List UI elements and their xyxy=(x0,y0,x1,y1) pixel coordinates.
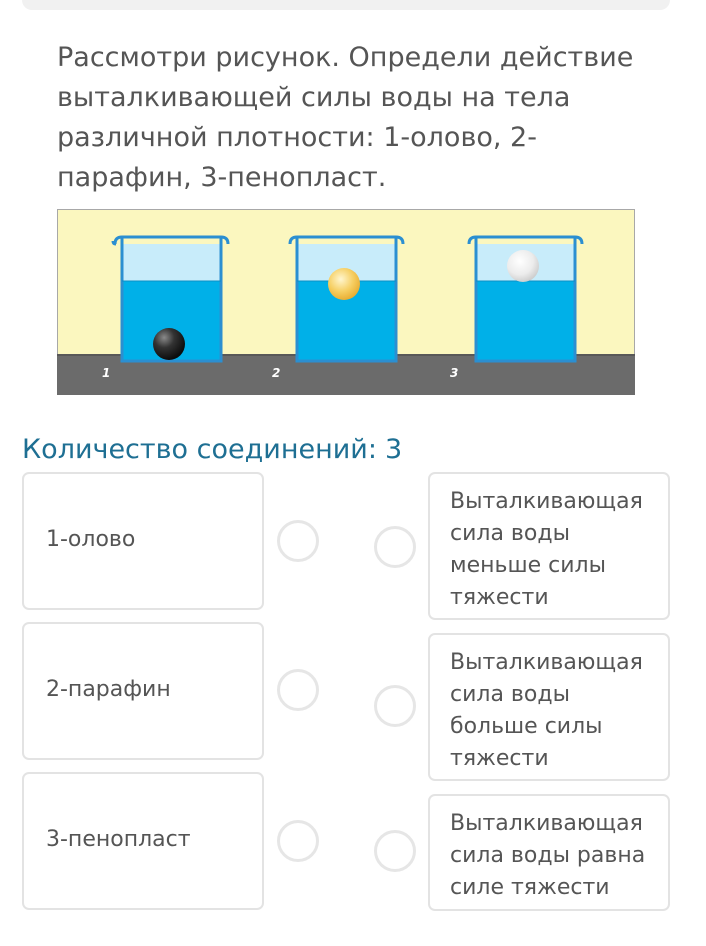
left-item-label: 1-олово xyxy=(46,526,136,552)
right-connector-2[interactable] xyxy=(374,685,416,727)
left-connector-3[interactable] xyxy=(277,820,319,862)
left-item-foam[interactable] xyxy=(22,772,264,910)
left-connector-2[interactable] xyxy=(277,669,319,711)
left-item-label: 2-парафин xyxy=(46,676,171,702)
left-item-label: 3-пенопласт xyxy=(46,826,191,852)
question-text: Рассмотри рисунок. Определи действие выталкивающей силы воды на тела различной плотности: 1-олово, 2-парафин, 3-пенопласт. xyxy=(57,42,634,193)
left-item-tin[interactable] xyxy=(22,472,264,610)
paraffin-ball xyxy=(328,268,360,300)
connections-count xyxy=(22,434,402,465)
beaker-3-label: 3 xyxy=(450,366,459,380)
right-item-less[interactable] xyxy=(428,472,670,620)
right-item-label: Выталкивающая сила воды меньше силы тяжести xyxy=(450,489,643,610)
previous-card-edge xyxy=(22,0,670,10)
right-connector-1[interactable] xyxy=(374,526,416,568)
right-connector-3[interactable] xyxy=(374,830,416,872)
connections-count-label: Количество соединений: xyxy=(22,434,377,465)
right-item-greater[interactable] xyxy=(428,633,670,781)
beaker-1-label: 1 xyxy=(102,366,111,380)
connections-count-value: 3 xyxy=(384,434,403,465)
tin-ball xyxy=(153,328,185,360)
right-item-label: Выталкивающая сила воды равна силе тяжести xyxy=(450,811,646,900)
beaker-1-air xyxy=(122,244,221,281)
left-connector-1[interactable] xyxy=(277,520,319,562)
beaker-1 xyxy=(102,237,228,380)
foam-ball xyxy=(507,250,539,282)
left-item-paraffin[interactable] xyxy=(22,622,264,760)
right-item-label: Выталкивающая сила воды больше силы тяжести xyxy=(450,650,643,771)
beaker-3-water xyxy=(476,281,575,361)
beakers-figure xyxy=(57,209,635,395)
right-item-equal[interactable] xyxy=(428,794,670,911)
beaker-2-label: 2 xyxy=(272,366,281,380)
